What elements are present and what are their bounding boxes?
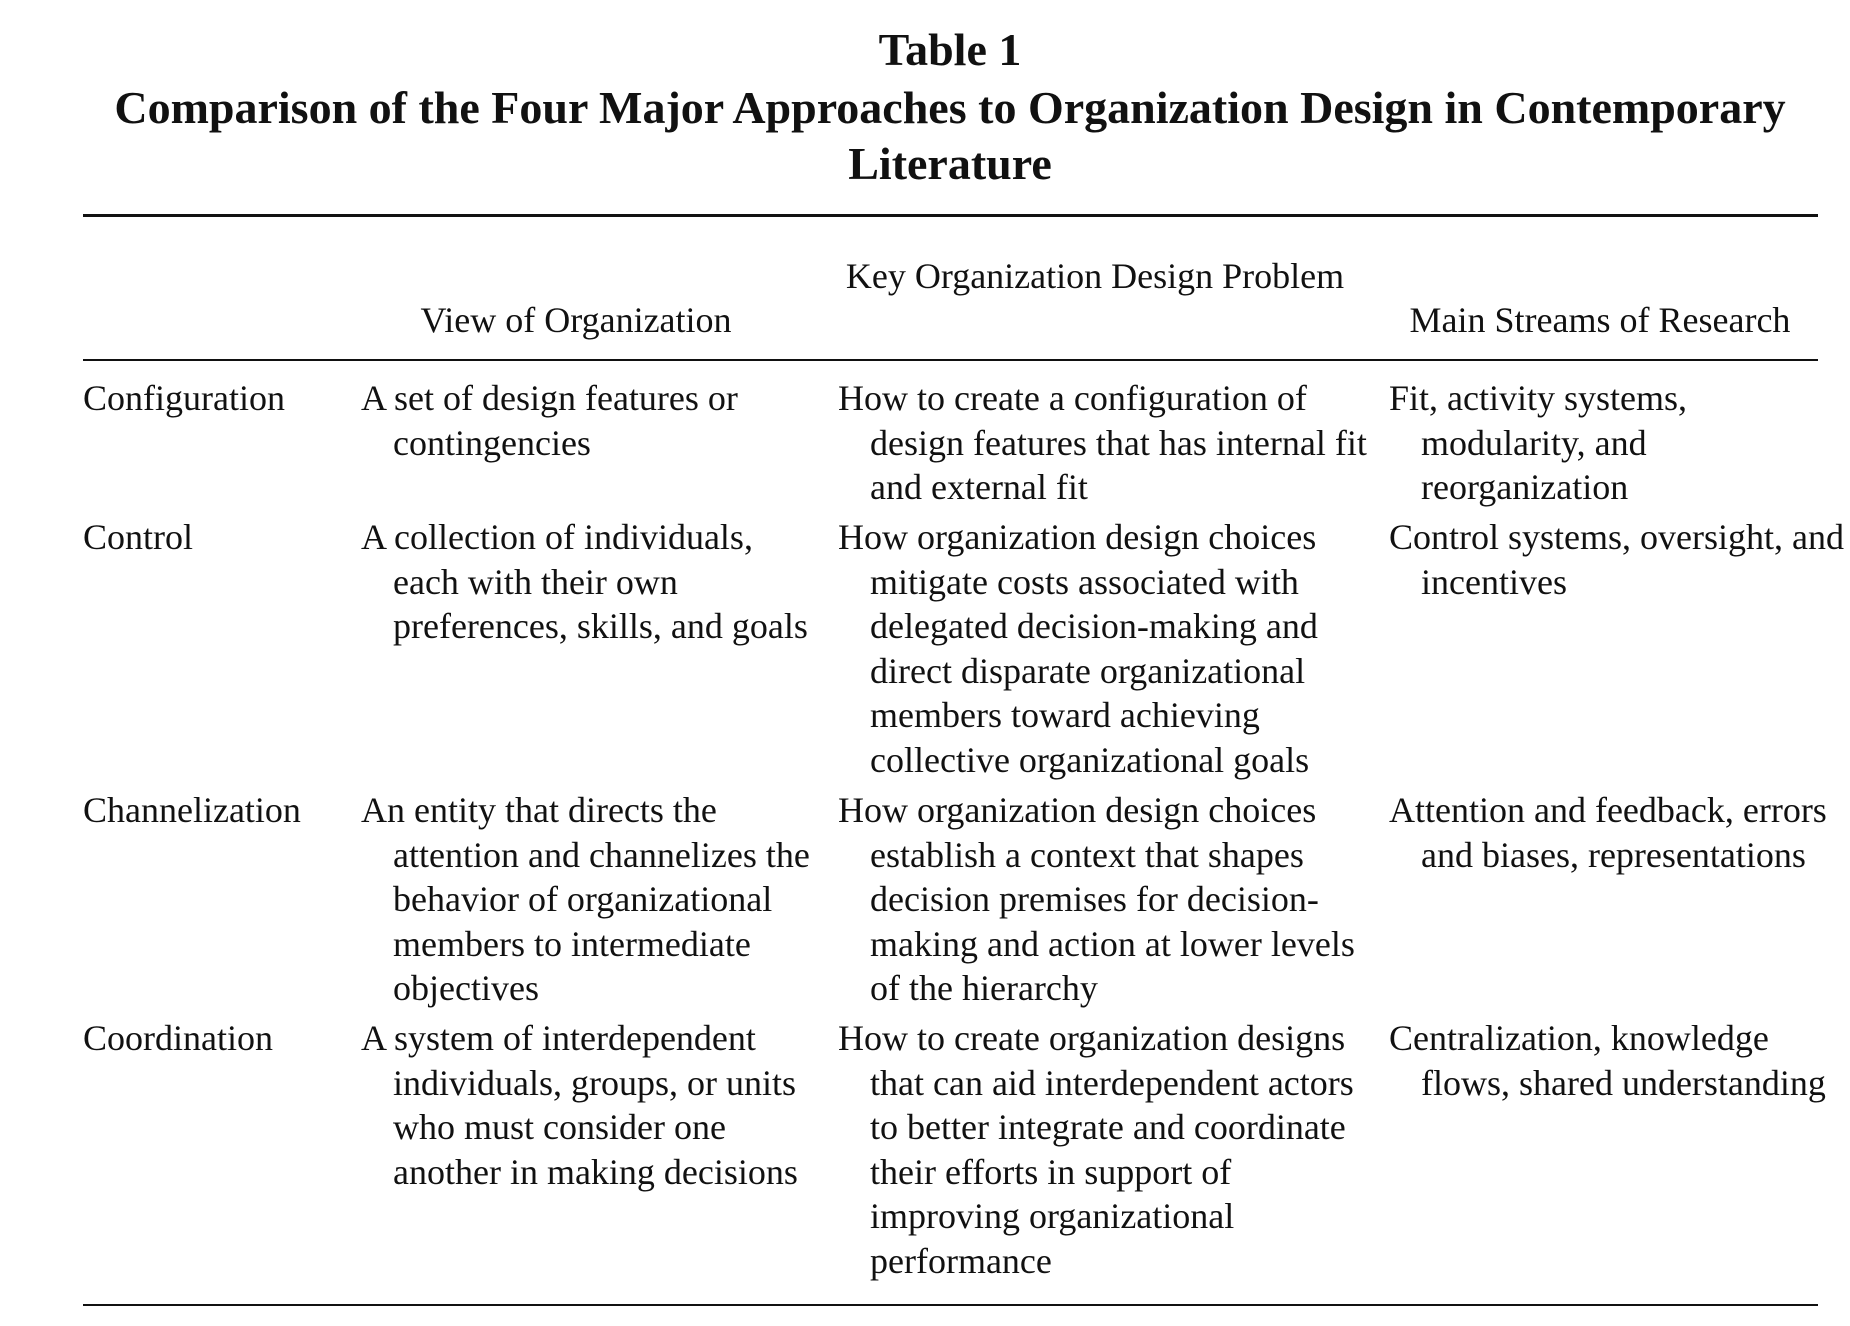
problem-cell: How organization design choices establish a context that shapes decision premises for decision-making and action at lower levels of the hierarchy — [838, 790, 1355, 1008]
view-cell: A system of interdependent individuals, groups, or units who must consider one another in making decisions — [361, 1018, 798, 1192]
row-label: Control — [83, 517, 194, 557]
streams-cell: Attention and feedback, errors and biases, representations — [1389, 790, 1827, 875]
problem-cell: How organization design choices mitigate costs associated with delegated decision-making and direct disparate organizational members toward achieving collective organizational goals — [838, 517, 1318, 780]
table-number: Table 1 — [878, 24, 1022, 75]
row-label: Channelization — [83, 790, 301, 830]
problem-cell: How to create a configuration of design features that has internal fit and external fit — [838, 378, 1367, 507]
table-caption — [0, 20, 1850, 192]
column-header-streams: Main Streams of Research — [1409, 300, 1791, 340]
row-label: Coordination — [83, 1018, 273, 1058]
streams-cell: Control systems, oversight, and incentives — [1389, 517, 1844, 602]
column-header-view: View of Organization — [420, 300, 732, 340]
streams-cell: Centralization, knowledge flows, shared understanding — [1389, 1018, 1826, 1103]
table-title: Comparison of the Four Major Approaches to Organization Design in Contemporary Literature — [114, 82, 1786, 189]
view-cell: A set of design features or contingencies — [361, 378, 738, 463]
problem-cell: How to create organization designs that can aid interdependent actors to better integrate and coordinate their efforts in support of improving organizational performance — [838, 1018, 1354, 1281]
row-label: Configuration — [83, 378, 285, 418]
header-rule — [83, 359, 1818, 361]
bottom-rule — [83, 1304, 1818, 1306]
view-cell: An entity that directs the attention and channelizes the behavior of organizational members to intermediate objectives — [361, 790, 810, 1008]
column-header-problem: Key Organization Design Problem — [845, 256, 1345, 296]
streams-cell: Fit, activity systems, modularity, and reorganization — [1389, 378, 1688, 507]
top-rule — [83, 214, 1818, 217]
view-cell: A collection of individuals, each with their own preferences, skills, and goals — [361, 517, 808, 646]
